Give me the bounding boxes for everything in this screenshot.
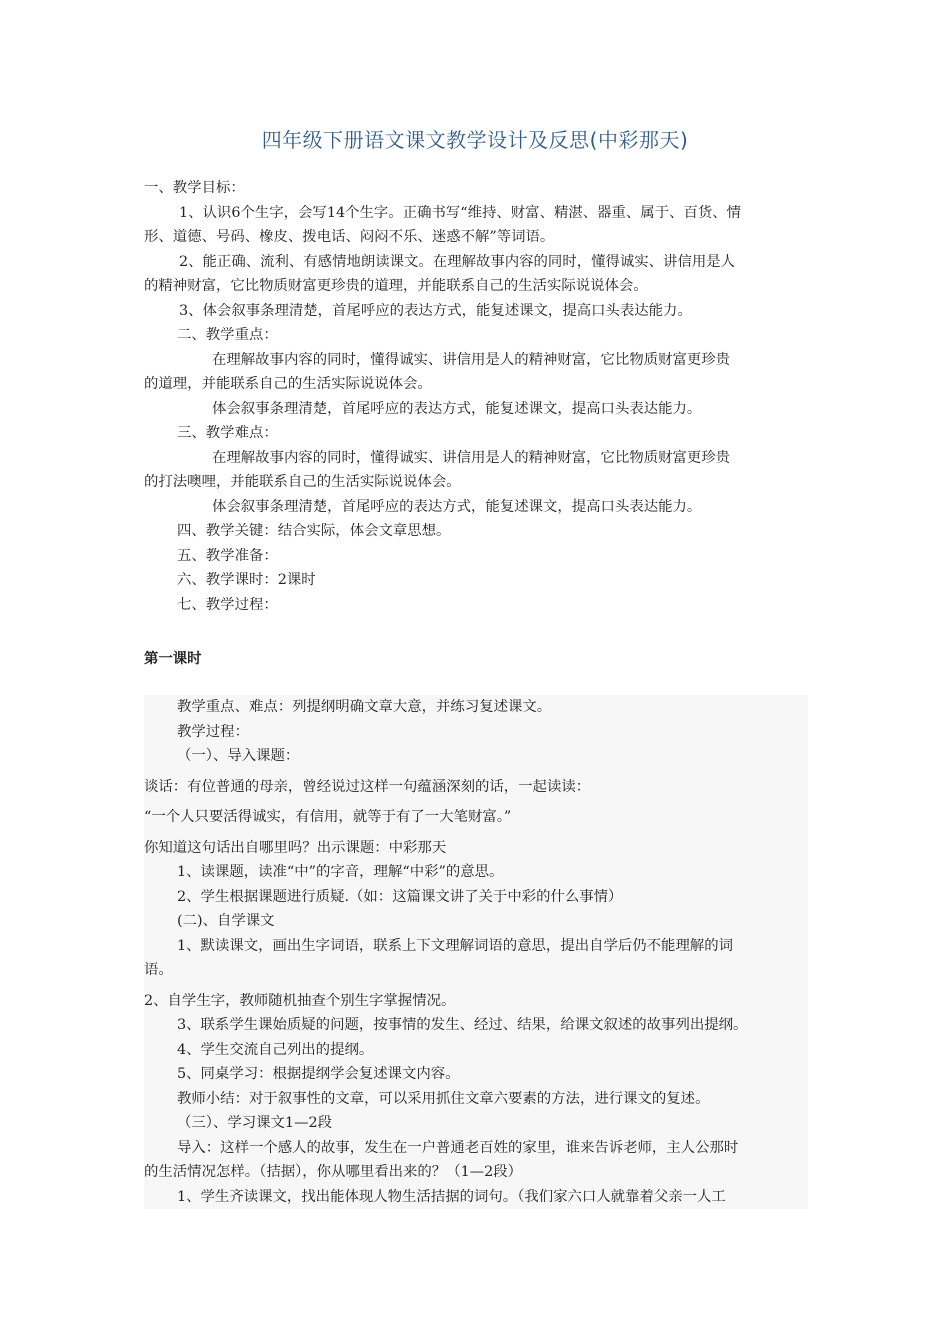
task-2: 2、自学生字，教师随机抽查个别生字掌握情况。: [144, 992, 456, 1009]
task-5: 5、同桌学习：根据提纲学会复述课文内容。: [177, 1066, 460, 1082]
difficulty-2: 体会叙事条理清楚，首尾呼应的表达方式，能复述课文，提高口头表达能力。: [212, 498, 702, 515]
goals-heading: 一、教学目标：: [144, 180, 245, 196]
key-heading: 二、教学重点：: [177, 327, 278, 343]
part-1-heading: （一）、导入课题：: [177, 748, 300, 764]
task-1-line-1: 1、默读课文，画出生字词语，联系上下文理解词语的意思，提出自学后仍不能理解的词: [177, 937, 734, 954]
step-1: 1、读课题，读准“中”的字音，理解“中彩”的意思。: [177, 864, 504, 880]
quote-text: “一个人只要活得诚实，有信用，就等于有了一大笔财富。”: [144, 809, 512, 825]
lesson-1-body: [144, 695, 808, 1209]
lesson-process: 教学过程：: [177, 723, 249, 740]
difficulty-heading: 三、教学难点：: [177, 425, 278, 441]
teaching-keypoint: 四、教学关键：结合实际，体会文章思想。: [177, 523, 451, 539]
lesson-1-heading: 第一课时: [144, 651, 202, 667]
intro-line-2: 的生活情况怎样。（拮据），你从哪里看出来的？（1—2段）: [144, 1164, 523, 1180]
document-title: 四年级下册语文课文教学设计及反思(中彩那天): [261, 128, 689, 152]
question-text: 你知道这句话出自哪里吗？出示课题：中彩那天: [144, 839, 447, 856]
reading-1: 1、学生齐读课文，找出能体现人物生活拮据的词句。（我们家六口人就靠着父亲一人工: [177, 1188, 726, 1205]
part-3-heading: （三）、学习课文1—2段: [177, 1115, 333, 1131]
difficulty-1-line-1: 在理解故事内容的同时，懂得诚实、讲信用是人的精神财富，它比物质财富更珍贵: [212, 449, 731, 466]
teaching-process: 七、教学过程：: [177, 596, 278, 613]
task-4: 4、学生交流自己列出的提纲。: [177, 1041, 374, 1058]
step-2: 2、学生根据课题进行质疑.（如：这篇课文讲了关于中彩的什么事情）: [177, 888, 623, 905]
goal-3: 3、体会叙事条理清楚，首尾呼应的表达方式，能复述课文，提高口头表达能力。: [179, 302, 692, 319]
teacher-summary: 教师小结：对于叙事性的文章，可以采用抓住文章六要素的方法，进行课文的复述。: [177, 1090, 710, 1107]
difficulty-1-line-2: 的打法噢哩，并能联系自己的生活实际说说体会。: [144, 474, 461, 490]
task-3: 3、联系学生课始质疑的问题，按事情的发生、经过、结果，给课文叙述的故事列出提纲。: [177, 1017, 748, 1033]
goal-2-line-1: 2、能正确、流利、有感情地朗读课文。在理解故事内容的同时，懂得诚实、讲信用是人: [179, 253, 736, 270]
goal-1-line-2: 形、道德、号码、橡皮、拨电话、闷闷不乐、迷惑不解”等词语。: [144, 229, 555, 245]
task-1-line-2: 语。: [144, 962, 173, 978]
lesson-focus: 教学重点、难点：列提纲明确文章大意，并练习复述课文。: [177, 699, 552, 715]
document-body: [144, 176, 808, 1209]
goal-2-line-2: 的精神财富，它比物质财富更珍贵的道理，并能联系自己的生活实际说说体会。: [144, 278, 648, 294]
part-2-heading: (二)、自学课文: [177, 913, 275, 929]
goal-1-line-1: 1、认识6个生字，会写14个生字。正确书写“维持、财富、精湛、器重、属于、百货、情: [179, 204, 742, 221]
teaching-prep: 五、教学准备：: [177, 547, 278, 564]
talk-text: 谈话：有位普通的母亲，曾经说过这样一句蕴涵深刻的话，一起读读：: [144, 778, 591, 795]
key-1-line-2: 的道理，并能联系自己的生活实际说说体会。: [144, 376, 432, 392]
teaching-hours: 六、教学课时：2课时: [177, 572, 316, 588]
intro-line-1: 导入：这样一个感人的故事，发生在一户普通老百姓的家里，谁来告诉老师，主人公那时: [177, 1139, 739, 1156]
key-1-line-1: 在理解故事内容的同时，懂得诚实、讲信用是人的精神财富，它比物质财富更珍贵: [212, 351, 731, 368]
key-2: 体会叙事条理清楚，首尾呼应的表达方式，能复述课文，提高口头表达能力。: [212, 400, 702, 417]
